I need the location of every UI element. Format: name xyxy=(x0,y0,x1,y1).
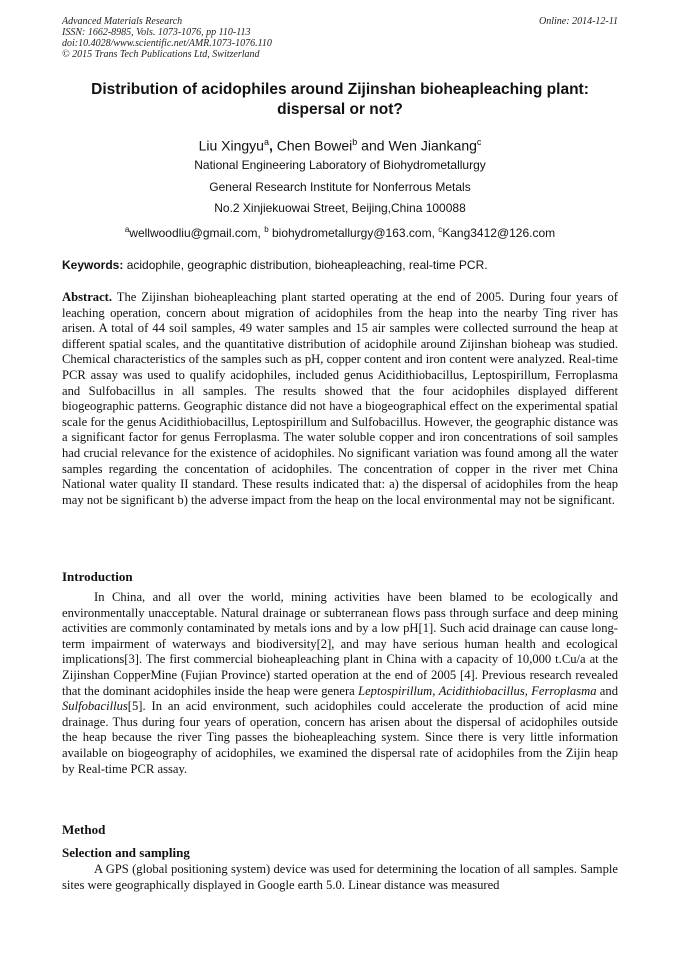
author-list xyxy=(62,133,618,155)
issn-line: ISSN: 1662-8985, Vols. 1073-1076, pp 110-113 xyxy=(62,27,251,38)
email-c-sup: c xyxy=(438,225,443,234)
intro-comma-1: , xyxy=(432,683,439,698)
genus-leptospirillum: Leptospirillum xyxy=(358,683,433,698)
abstract xyxy=(62,290,618,508)
genus-acidithiobacillus: Acidithiobacillus xyxy=(438,683,525,698)
abstract-text: The Zijinshan bioheapleaching plant started operating at the end of 2005. During four years of leaching operation, concern about migration of acidophiles from the heap into the nearby Ting river has arisen. A total of 44 soil samples, 49 water samples and 15 air samples were collected surround the heap at different spatial scales, and the quantitative distribution of acidophile around Zijinshan bioheap was studied. Chemical characteristics of the samples such as pH, copper content and iron content were analyzed. Real-time PCR assay was used to qualify acidophiles, included genus Acidithiobacillus, Leptospirillum, Ferroplasma and Sulfobacillus in all samples. The results showed that the four acidophiles displayed different biogeographic patterns. Geographic distance did not have a biogeographical effect on the experimental spatial scale for the genus Acidithiobacillus, Leptospirillum and Sulfobacillus. However, the geographic distance was a significant factor for genus Ferroplasma. The water soluble copper and iron concentrations of soil samples had crucial relevance for the existence of acidophiles. No significant variation was found among all the water samples regarding the concentation of acidophiles. The concentration of copper in the river met China National water quality II standard. These results indicated that: a) the dispersal of acidophiles from the heap may not be significant b) the adverse impact from the heap on the local environmental may not be significant. xyxy=(62,290,618,507)
introduction-paragraph xyxy=(62,590,618,777)
affiliation-line-3: No.2 Xinjiekuowai Street, Beijing,China 100088 xyxy=(214,201,466,215)
affiliation-line-1: National Engineering Laboratory of Biohydrometallurgy xyxy=(194,158,486,172)
email-a-sup: a xyxy=(124,225,130,234)
author-1: Liu Xingyu xyxy=(198,137,264,154)
author-2: Chen Bowei xyxy=(276,137,353,154)
email-line xyxy=(62,222,618,241)
keywords xyxy=(62,258,618,273)
selection-sampling-heading: Selection and sampling xyxy=(62,845,190,860)
intro-comma-2: , xyxy=(524,683,532,698)
copyright-line: © 2015 Trans Tech Publications Ltd, Switzerland xyxy=(62,49,260,60)
affiliation-line-2: General Research Institute for Nonferrous Metals xyxy=(209,180,471,194)
author-3: Wen Jiankang xyxy=(388,137,477,154)
abstract-label: Abstract. xyxy=(62,290,113,304)
email-c: Kang3412@126.com xyxy=(442,226,556,240)
author-sep-2: and xyxy=(357,137,389,154)
paper-title xyxy=(62,80,618,120)
intro-text-2: [5]. In an acid environment, such acidophiles could accelerate the production of acid mine drainage. Thus during four years of operation, concern has arisen about the dispersal of acidophiles outside the heap because the river Ting passes the bioheapleaching system. Since there is very little information available on biogeography of acidophiles, we examined the dispersal rate of acidophiles from the Zijin heap by Real-time PCR assay. xyxy=(62,699,618,776)
method-heading: Method xyxy=(62,822,106,837)
doi-line: doi:10.4028/www.scientific.net/AMR.1073-1076.110 xyxy=(62,38,272,49)
journal-header xyxy=(62,16,618,60)
title-line-2: dispersal or not? xyxy=(277,101,403,118)
introduction-heading: Introduction xyxy=(62,569,133,584)
author-1-sup: a xyxy=(263,137,269,147)
genus-sulfobacillus: Sulfobacillus xyxy=(62,699,128,714)
genus-ferroplasma: Ferroplasma xyxy=(531,683,597,698)
author-3-sup: c xyxy=(476,137,482,147)
email-b-sup: b xyxy=(264,225,269,234)
email-a: wellwoodliu@gmail.com, xyxy=(129,226,265,240)
title-line-1: Distribution of acidophiles around Zijinshan bioheapleaching plant: xyxy=(91,81,589,98)
intro-text-1: In China, and all over the world, mining activities have been blamed to be ecologically and environmentally unacceptable. Natural drainage or subterranean flows pass through surface and deep mining activities are commonly contaminated by metals ions and by a low pH[1]. Such acid drainage can cause long-term impairment of waterways and biodiversity[2], and may have serious human health and ecological implications[3]. The first commercial bioheapleaching plant in China with a capacity of 10,000 t.Cu/a at the Zijinshan CopperMine (Fujian Province) started operation at the end of 2005 [4]. Previous research revealed that the dominant acidophiles inside the heap were genera xyxy=(62,590,618,698)
author-2-sup: b xyxy=(352,137,358,147)
intro-and: and xyxy=(596,683,618,698)
author-sep-1: , xyxy=(269,137,277,154)
method-paragraph: A GPS (global positioning system) device was used for determining the location of all samples. Sample sites were geographically displayed in Google earth 5.0. Linear distance was measured xyxy=(62,862,618,892)
keywords-text: acidophile, geographic distribution, bioheapleaching, real-time PCR. xyxy=(123,258,488,272)
online-date: Online: 2014-12-11 xyxy=(539,16,618,27)
keywords-label: Keywords: xyxy=(62,258,124,272)
journal-name: Advanced Materials Research xyxy=(62,16,183,27)
email-b: biohydrometallurgy@163.com, xyxy=(268,226,439,240)
